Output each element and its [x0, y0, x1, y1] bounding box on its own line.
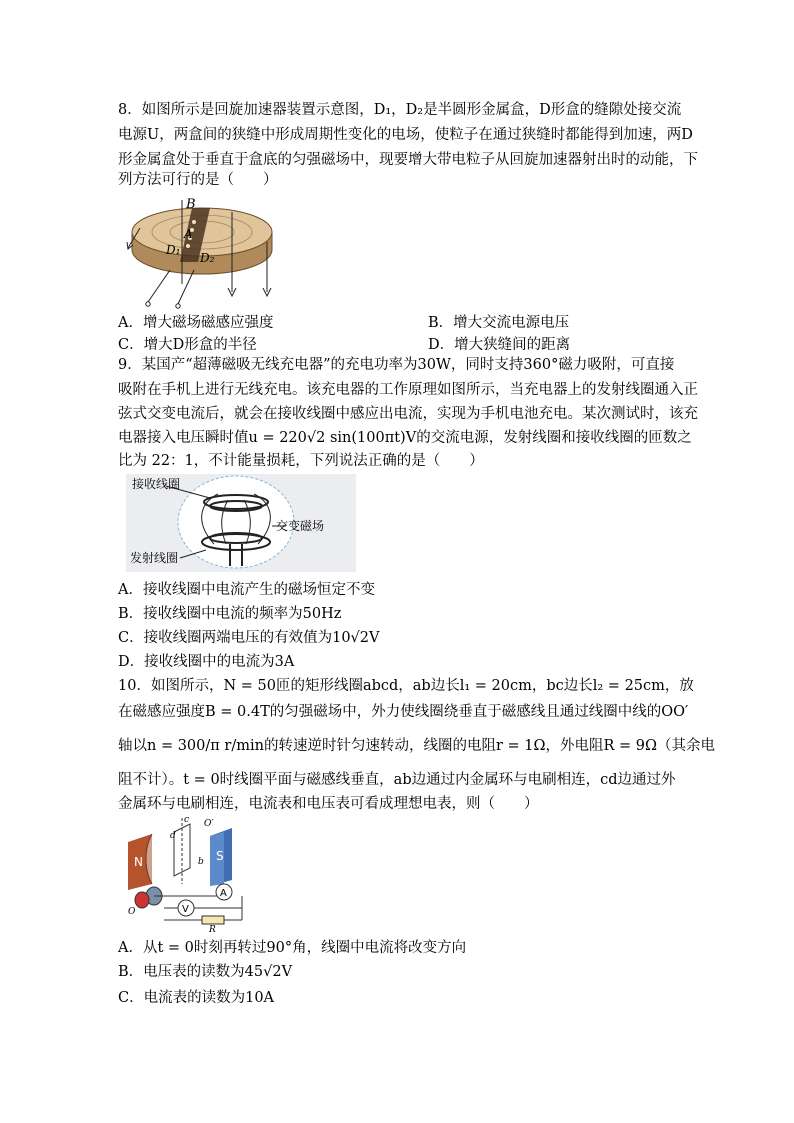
label-c: c [184, 815, 190, 825]
q8-line-1: 8．如图所示是回旋加速器装置示意图，D₁，D₂是半圆形金属盒，D形盒的缝隙处接交流 [118, 102, 682, 118]
label-d2: D₂ [200, 251, 215, 265]
label-a: A [184, 227, 193, 241]
q9-option-a: A．接收线圈中电流产生的磁场恒定不变 [118, 582, 375, 598]
label-s: S [216, 849, 224, 863]
q10-line-5: 金属环与电刷相连，电流表和电压表可看成理想电表，则（ ） [118, 796, 539, 812]
cyclotron-figure [122, 192, 282, 312]
label-alternating-field: 交变磁场 [276, 519, 325, 533]
q10-line-4: 阻不计）。t = 0时线圈平面与磁感线垂直，ab边通过内金属环与电刷相连，cd边通过外 [118, 772, 676, 788]
q8-line-4: 列方法可行的是（ ） [118, 172, 278, 188]
label-ammeter: A [220, 888, 227, 899]
q9-option-c: C．接收线圈两端电压的有效值为10√2V [118, 630, 380, 646]
q10-line-1: 10．如图所示，N = 50匝的矩形线圈abcd，ab边长l₁ = 20cm，bc边长l₂ = 25cm，放 [118, 678, 694, 694]
label-n: N [134, 855, 143, 869]
q9-line-4: 电器接入电压瞬时值u = 220√2 sin(100πt)V的交流电源，发射线圈和接收线圈的匝数之 [118, 430, 692, 446]
label-b: B [186, 197, 196, 212]
q8-line-3: 形金属盒处于垂直于盒底的匀强磁场中，现要增大带电粒子从回旋加速器射出时的动能，下 [118, 152, 698, 168]
label-b-side: b [198, 857, 204, 867]
label-d: d [170, 831, 176, 841]
q9-line-5: 比为 22：1，不计能量损耗，下列说法正确的是（ ） [118, 453, 484, 469]
label-receive-coil: 接收线圈 [132, 477, 181, 491]
q10-line-2: 在磁感应强度B = 0.4T的匀强磁场中，外力使线圈绕垂直于磁感线且通过线圈中线的OO′ [118, 704, 689, 720]
q10-option-c: C．电流表的读数为10A [118, 990, 275, 1006]
q8-option-c: C．增大D形盒的半径 [118, 337, 257, 353]
q8-option-d: D．增大狭缝间的距离 [428, 337, 571, 353]
label-voltmeter: V [182, 904, 189, 915]
q10-option-b: B．电压表的读数为45√2V [118, 964, 293, 980]
q8-option-b: B．增大交流电源电压 [428, 315, 570, 331]
label-transmit-coil: 发射线圈 [130, 551, 179, 565]
q8-line-2: 电源U，两盒间的狭缝中形成周期性变化的电场，使粒子在通过狭缝时都能得到加速，两D [118, 127, 693, 143]
q10-option-a: A．从t = 0时刻再转过90°角，线圈中电流将改变方向 [118, 940, 467, 956]
q8-option-a: A．增大磁场磁感应强度 [118, 315, 274, 331]
wireless-charger-figure [126, 474, 356, 572]
generator-figure [124, 814, 248, 932]
label-d1: D₁ [166, 243, 181, 257]
q10-line-3: 轴以n = 300/π r/min的转速逆时针匀速转动，线圈的电阻r = 1Ω，外电阻R = 9Ω（其余电 [118, 738, 716, 754]
q9-line-3: 弦式交变电流后，就会在接收线圈中感应出电流，实现为手机电池充电。某次测试时，该充 [118, 406, 698, 422]
label-o-prime: O′ [204, 819, 214, 829]
q9-option-d: D．接收线圈中的电流为3A [118, 654, 295, 670]
label-r: R [209, 925, 216, 932]
q9-line-1: 9．某国产“超薄磁吸无线充电器”的充电功率为30W，同时支持360°磁力吸附，可直接 [118, 357, 675, 373]
q9-line-2: 吸附在手机上进行无线充电。该充电器的工作原理如图所示，当充电器上的发射线圈通入正 [118, 382, 698, 398]
q9-option-b: B．接收线圈中电流的频率为50Hz [118, 606, 342, 622]
label-o: O [128, 907, 136, 917]
